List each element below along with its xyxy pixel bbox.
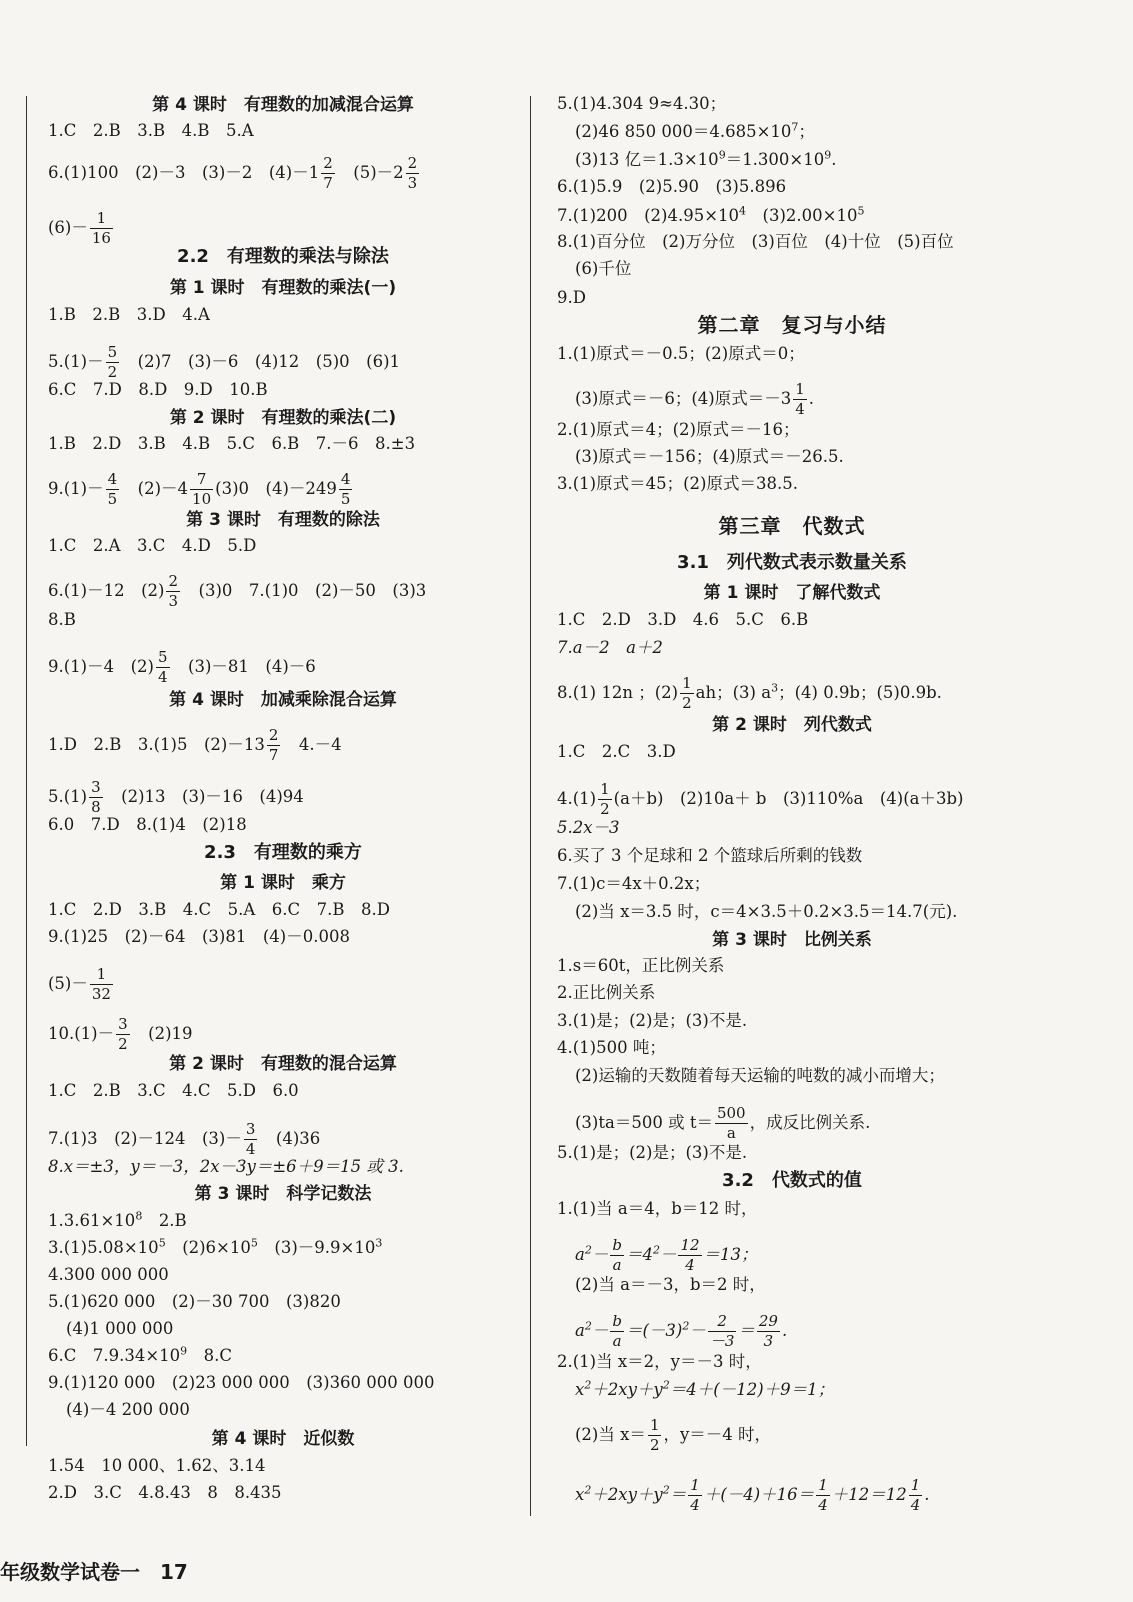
answer-line: 5.(1)4.304 9≈4.30； bbox=[557, 94, 727, 113]
answer-line: 2.(1)当 x＝2，y＝－3 时， bbox=[557, 1352, 762, 1371]
answer-line: 1.(1)当 a＝4，b＝12 时， bbox=[557, 1199, 758, 1218]
math-line: $a^2-$ $\frac{b}{a}$ $=(-3)^2-$ $\frac{2}{-3}$ ＝ $\frac{29}{3}$ . bbox=[575, 1312, 788, 1350]
answer-line: (4)－4 200 000 bbox=[66, 1400, 190, 1419]
answer-line: 4.300 000 000 bbox=[48, 1265, 169, 1284]
section-heading: 2.2 有理数的乘法与除法 bbox=[177, 246, 389, 267]
answer-line: 8.B bbox=[48, 610, 76, 629]
answer-line: 1.D 2.B 3.(1)5 (2)－13 $\frac{2}{7}$ 4.－4 bbox=[48, 726, 342, 764]
fraction: $\frac{1}{2}$ bbox=[649, 1416, 660, 1454]
answer-line: 1.54 10 000、1.62、3.14 bbox=[48, 1456, 266, 1475]
answer-line: (3)13 亿$=1.3\times 10^9=1.300\times 10^9$. bbox=[575, 148, 837, 169]
answer-line: 8.x＝±3，y＝－3，2x－3y＝±6＋9＝15 或 3. bbox=[48, 1157, 404, 1176]
fraction: $\frac{3}{8}$ bbox=[91, 778, 101, 816]
fraction: $\frac{5}{2}$ bbox=[107, 343, 118, 381]
fraction: $\frac{500}{a}$ bbox=[716, 1104, 746, 1142]
answer-line: (2)当 a＝－3，b＝2 时， bbox=[575, 1275, 766, 1294]
answer-line: 6.(1)5.9 (2)5.90 (3)5.896 bbox=[557, 177, 787, 196]
fraction: $\frac{3}{2}$ bbox=[118, 1015, 128, 1053]
fraction: $\frac{1}{4}$ bbox=[690, 1476, 700, 1514]
answer-line: (5)－ $\frac{1}{32}$ bbox=[48, 965, 111, 1003]
answer-line: 1.C 2.D 3.B 4.C 5.A 6.C 7.B 8.D bbox=[48, 900, 390, 919]
answer-line: 4.(1) $\frac{1}{2}$ (a＋b) (2)10a＋ b (3)110%a (4)(a＋3b) bbox=[557, 780, 964, 818]
lesson-heading: 第 4 课时 有理数的加减混合运算 bbox=[152, 95, 414, 115]
answer-line: 6.(1)－12 (2) $\frac{2}{3}$ (3)0 7.(1)0 (2)－50 (3)3 bbox=[48, 572, 427, 610]
column-divider bbox=[530, 96, 531, 1516]
answer-line: (6)－ $\frac{1}{16}$ bbox=[48, 209, 111, 247]
answer-line: 1.C 2.B 3.C 4.C 5.D 6.0 bbox=[48, 1081, 299, 1100]
answer-line: 5.(1)－ $\frac{5}{2}$ (2)7 (3)－6 (4)12 (5)0 (6)1 bbox=[48, 343, 401, 381]
answer-line: 1.(1)原式＝－0.5；(2)原式＝0； bbox=[557, 344, 805, 363]
fraction: $\frac{2}{7}$ bbox=[323, 154, 333, 192]
math-line: $a^2-$ $\frac{b}{a}$ $=4^2-$ $\frac{12}{4}$ ＝13； bbox=[575, 1236, 758, 1274]
answer-line: 6.(1)100 (2)－3 (3)－2 (4)－1 $\frac{2}{7}$ (5)－2 $\frac{2}{3}$ bbox=[48, 154, 418, 192]
answer-line: 7.(1)c＝4x＋0.2x； bbox=[557, 874, 711, 893]
answer-line: 7.(1)200 $(2)4.95\times 10^4$ $(3)2.00\times 10^5$ bbox=[557, 204, 865, 225]
answer-line: 8.(1)百分位 (2)万分位 (3)百位 (4)十位 (5)百位 bbox=[557, 232, 954, 251]
answer-line: 9.(1)25 (2)－64 (3)81 (4)－0.008 bbox=[48, 927, 350, 946]
answer-line: 6.C 7.D 8.D 9.D 10.B bbox=[48, 380, 268, 399]
lesson-heading: 第 2 课时 有理数的混合运算 bbox=[169, 1054, 397, 1074]
answer-line: (2)当 x＝3.5 时，c＝4×3.5＋0.2×3.5＝14.7(元). bbox=[575, 902, 958, 921]
fraction: $\frac{1}{4}$ bbox=[818, 1476, 828, 1514]
answer-line: 5.(1)是；(2)是；(3)不是. bbox=[557, 1143, 748, 1162]
fraction: $\frac{b}{a}$ bbox=[612, 1312, 622, 1350]
answer-line: 9.D bbox=[557, 288, 586, 307]
section-heading: 3.1 列代数式表示数量关系 bbox=[677, 552, 907, 573]
answer-line: 7.(1)3 (2)－124 (3)－ $\frac{3}{4}$ (4)36 bbox=[48, 1120, 321, 1158]
answer-line: 2.正比例关系 bbox=[557, 983, 656, 1002]
chapter-heading: 第二章 复习与小结 bbox=[697, 313, 887, 337]
fraction: $\frac{1}{2}$ bbox=[682, 674, 692, 712]
answer-line: 4.(1)500 吨； bbox=[557, 1038, 666, 1057]
math-line: $x^2+2xy+y^2=$ $\frac{1}{4}$ ＋(－4)＋16＝ $\frac{1}{4}$ ＋12＝12 $\frac{1}{4}$ . bbox=[575, 1476, 930, 1514]
answer-line: 8.(1) 12n ；(2) $\frac{1}{2}$ ah；(3) $a^3$；(4) 0.9b；(5)0.9b. bbox=[557, 674, 942, 712]
answer-line: (2)运输的天数随着每天运输的吨数的减小而增大； bbox=[575, 1066, 945, 1085]
fraction: $\frac{5}{4}$ bbox=[158, 648, 168, 686]
answer-line: 9.(1)120 000 (2)23 000 000 (3)360 000 000 bbox=[48, 1373, 435, 1392]
answer-line: 1.B 2.D 3.B 4.B 5.C 6.B 7.－6 8.±3 bbox=[48, 434, 416, 453]
answer-line: 6.0 7.D 8.(1)4 (2)18 bbox=[48, 815, 247, 834]
answer-line: 1.B 2.B 3.D 4.A bbox=[48, 305, 210, 324]
lesson-heading: 第 3 课时 科学记数法 bbox=[194, 1184, 372, 1204]
answer-line: (3)原式＝－6；(4)原式＝－3 $\frac{1}{4}$ . bbox=[575, 380, 815, 418]
answer-line: 6.买了 3 个足球和 2 个篮球后所剩的钱数 bbox=[557, 846, 863, 865]
fraction: $\frac{1}{16}$ bbox=[91, 209, 111, 247]
lesson-heading: 第 1 课时 了解代数式 bbox=[703, 583, 881, 603]
answer-line: 1.C 2.C 3.D bbox=[557, 742, 676, 761]
fraction: $\frac{4}{5}$ bbox=[340, 470, 351, 508]
answer-line: (6)千位 bbox=[575, 259, 632, 278]
fraction: $\frac{12}{4}$ bbox=[680, 1236, 700, 1274]
fraction: $\frac{2}{7}$ bbox=[268, 726, 279, 764]
lesson-heading: 第 3 课时 有理数的除法 bbox=[186, 510, 380, 530]
fraction: $\frac{4}{5}$ bbox=[107, 470, 118, 508]
answer-line: (3)ta＝500 或 t＝ $\frac{500}{a}$ ，成反比例关系. bbox=[575, 1104, 871, 1142]
section-heading: 3.2 代数式的值 bbox=[722, 1170, 862, 1191]
answer-line: 1.C 2.A 3.C 4.D 5.D bbox=[48, 536, 257, 555]
fraction: $\frac{29}{3}$ bbox=[758, 1312, 778, 1350]
answer-line: (4)1 000 000 bbox=[66, 1319, 174, 1338]
answer-line: 10.(1)－ $\frac{3}{2}$ (2)19 bbox=[48, 1015, 193, 1053]
answer-line: 1.C 2.D 3.D 4.6 5.C 6.B bbox=[557, 610, 809, 629]
answer-line: (2)46 850 $000=4.685\times 10^7$； bbox=[575, 120, 815, 141]
answer-line: 5.(1) $\frac{3}{8}$ (2)13 (3)－16 (4)94 bbox=[48, 778, 304, 816]
fraction: $\frac{1}{4}$ bbox=[795, 380, 805, 418]
answer-line: $1.3.61\times 10^8$ 2.B bbox=[48, 1209, 187, 1230]
fraction: $\frac{3}{4}$ bbox=[245, 1120, 256, 1158]
answer-line: 7.a－2 a＋2 bbox=[557, 638, 663, 657]
answer-line: 5.2x－3 bbox=[557, 818, 620, 837]
fraction: $\frac{2}{3}$ bbox=[407, 154, 418, 192]
answer-line: 6.C $7.9.34\times 10^9$ 8.C bbox=[48, 1344, 233, 1365]
lesson-heading: 第 4 课时 加减乘除混合运算 bbox=[169, 690, 397, 710]
answer-line: 1.s＝60t，正比例关系 bbox=[557, 956, 725, 975]
section-heading: 2.3 有理数的乘方 bbox=[204, 842, 362, 863]
page-footer: 年级数学试卷一 17 bbox=[0, 1560, 188, 1584]
fraction: $\frac{7}{10}$ bbox=[192, 470, 212, 508]
answer-line: 2.(1)原式＝4；(2)原式＝－16； bbox=[557, 420, 800, 439]
fraction: $\frac{1}{32}$ bbox=[91, 965, 111, 1003]
fraction: $\frac{2}{3}$ bbox=[168, 572, 179, 610]
lesson-heading: 第 4 课时 近似数 bbox=[211, 1429, 355, 1449]
lesson-heading: 第 3 课时 比例关系 bbox=[712, 930, 872, 950]
fraction: $\frac{1}{2}$ bbox=[600, 780, 610, 818]
chapter-heading: 第三章 代数式 bbox=[718, 514, 866, 538]
answer-line: 9.(1)－ $\frac{4}{5}$ (2)－4 $\frac{7}{10}$ (3)0 (4)－249 $\frac{4}{5}$ bbox=[48, 470, 351, 508]
fraction: $\frac{2}{-3}$ bbox=[709, 1312, 735, 1350]
answer-line: 5.(1)620 000 (2)－30 700 (3)820 bbox=[48, 1292, 341, 1311]
fraction: $\frac{b}{a}$ bbox=[612, 1236, 622, 1274]
answer-line: 3.(1)原式＝45；(2)原式＝38.5. bbox=[557, 474, 798, 493]
answer-line: 1.C 2.B 3.B 4.B 5.A bbox=[48, 121, 254, 140]
lesson-heading: 第 1 课时 乘方 bbox=[220, 873, 346, 893]
answer-line: 2.D 3.C 4.8.43 8 8.435 bbox=[48, 1483, 282, 1502]
answer-line: $3.(1)5.08\times 10^5$ $(2)6\times 10^5$ $(3)-9.9\times 10^3$ bbox=[48, 1236, 383, 1257]
fraction: $\frac{1}{4}$ bbox=[910, 1476, 921, 1514]
left-margin-rule bbox=[26, 96, 27, 1446]
answer-line: 9.(1)－4 (2) $\frac{5}{4}$ (3)－81 (4)－6 bbox=[48, 648, 316, 686]
answer-line: 3.(1)是；(2)是；(3)不是. bbox=[557, 1011, 748, 1030]
answer-line: (3)原式＝－156；(4)原式＝－26.5. bbox=[575, 447, 844, 466]
lesson-heading: 第 1 课时 有理数的乘法(一) bbox=[169, 278, 397, 298]
lesson-heading: 第 2 课时 有理数的乘法(二) bbox=[169, 408, 397, 428]
answer-line: (2)当 x＝ $\frac{1}{2}$ ，y＝－4 时， bbox=[575, 1416, 772, 1454]
lesson-heading: 第 2 课时 列代数式 bbox=[712, 715, 872, 735]
math-line: $x^2+2xy+y^2=4+(-12)+9=1$； bbox=[575, 1378, 835, 1399]
